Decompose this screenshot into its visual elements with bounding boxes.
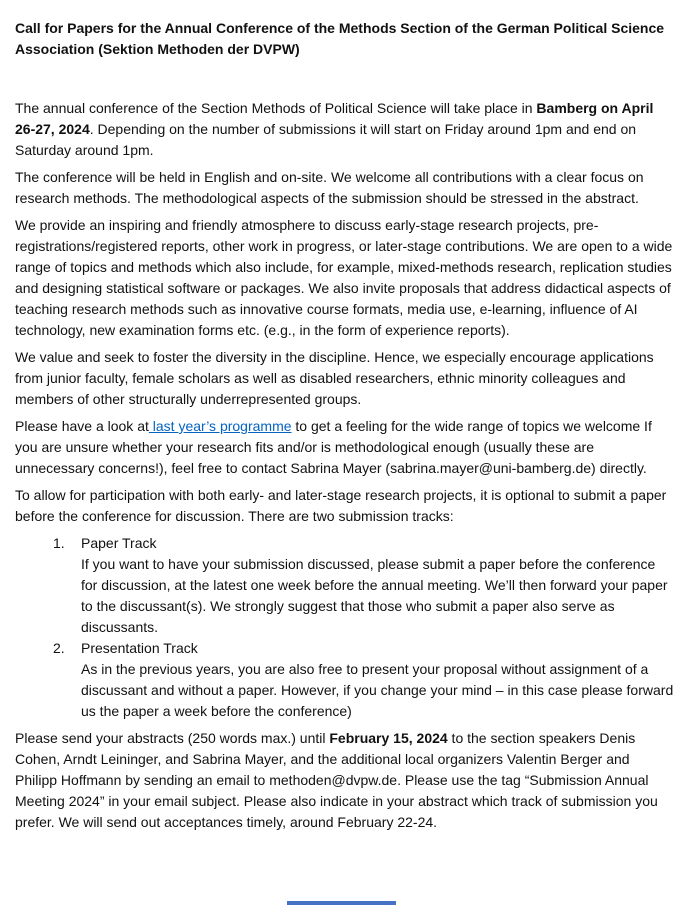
deadline-date-bold: February 15, 2024: [329, 730, 448, 746]
paragraph-language-scope: [15, 167, 674, 209]
presentation-track-body: As in the previous years, you are also free to present your proposal without assignment of a discussant and without a paper. However, if you change your mind – in this case please forward us the paper a week before the conference): [81, 661, 674, 719]
conference-date-bold: Bamberg on April 26-27, 2024: [15, 100, 654, 137]
list-number: 1.: [53, 535, 65, 551]
text-run: Please have a look at: [15, 418, 149, 434]
paragraph-tracks-intro: [15, 485, 674, 527]
paragraph-venue-date: [15, 98, 674, 161]
text-run: To allow for participation with both early- and later-stage research projects, it is optional to submit a paper before the conference for discussion. There are two submission tracks:: [15, 487, 667, 524]
presentation-track-title: Presentation Track: [81, 640, 198, 656]
last-years-programme-link[interactable]: last year’s programme: [148, 418, 292, 434]
text-run: . Depending on the number of submissions it will start on Friday around 1pm and end on Saturday around 1pm.: [15, 121, 637, 158]
text-run: We value and seek to foster the diversity in the discipline. Hence, we especially encourage applications from junior faculty, female scholars as well as disabled researchers, ethnic minority colleagues and members of other structurally underrepresented groups.: [15, 349, 654, 407]
list-item-presentation-track: [15, 638, 674, 722]
paper-track-body: If you want to have your submission discussed, please submit a paper before the conference for discussion, at the latest one week before the annual meeting. We’ll then forward your paper to the discussant(s). We strongly suggest that those who submit a paper also serve as discussants.: [81, 556, 668, 635]
text-run: to the section speakers Denis Cohen, Arndt Leininger, and Sabrina Mayer, and the additional local organizers Valentin Berger and Philipp Hoffmann by sending an email to methoden@dvpw.de. Please use the tag “Submission Annual Meeting 2024” in your email subject. Please also indicate in your abstract which track of submission you prefer. We will send out acceptances timely, around February 22-24.: [15, 730, 658, 830]
document-title: Call for Papers for the Annual Conference of the Methods Section of the German Political Science Association (Sektion Methoden der DVPW): [15, 20, 665, 57]
footer-accent-bar: [287, 901, 396, 905]
text-run: The annual conference of the Section Methods of Political Science will take place in: [15, 100, 537, 116]
paragraph-programme-contact: [15, 416, 674, 479]
text-run: We provide an inspiring and friendly atmosphere to discuss early-stage research projects, pre-registrations/registered reports, other work in progress, or later-stage contributions. We are open to a wide range of topics and methods which also include, for example, mixed-methods research, replication studies and designing statistical software or packages. We also invite proposals that address didactical aspects of teaching research methods such as innovative course formats, media use, e-learning, influence of AI technology, new examination forms etc. (e.g., in the form of experience reports).: [15, 217, 673, 338]
paragraph-diversity: [15, 347, 674, 410]
text-run: The conference will be held in English and on-site. We welcome all contributions with a clear focus on research methods. The methodological aspects of the submission should be stressed in the abstract.: [15, 169, 644, 206]
submission-tracks-list: [15, 533, 674, 722]
text-run: Please send your abstracts (250 words max.) until: [15, 730, 330, 746]
paper-track-title: Paper Track: [81, 535, 157, 551]
paragraph-atmosphere-topics: [15, 215, 674, 341]
paragraph-submission-instructions: [15, 728, 674, 833]
list-number: 2.: [53, 640, 65, 656]
list-item-paper-track: [15, 533, 674, 638]
text-run: to get a feeling for the wide range of topics we welcome If you are unsure whether your research fits and/or is methodological enough (usually these are unnecessary concerns!), feel free to contact Sabrina Mayer (sabrina.mayer@uni-bamberg.de) directly.: [15, 418, 652, 476]
